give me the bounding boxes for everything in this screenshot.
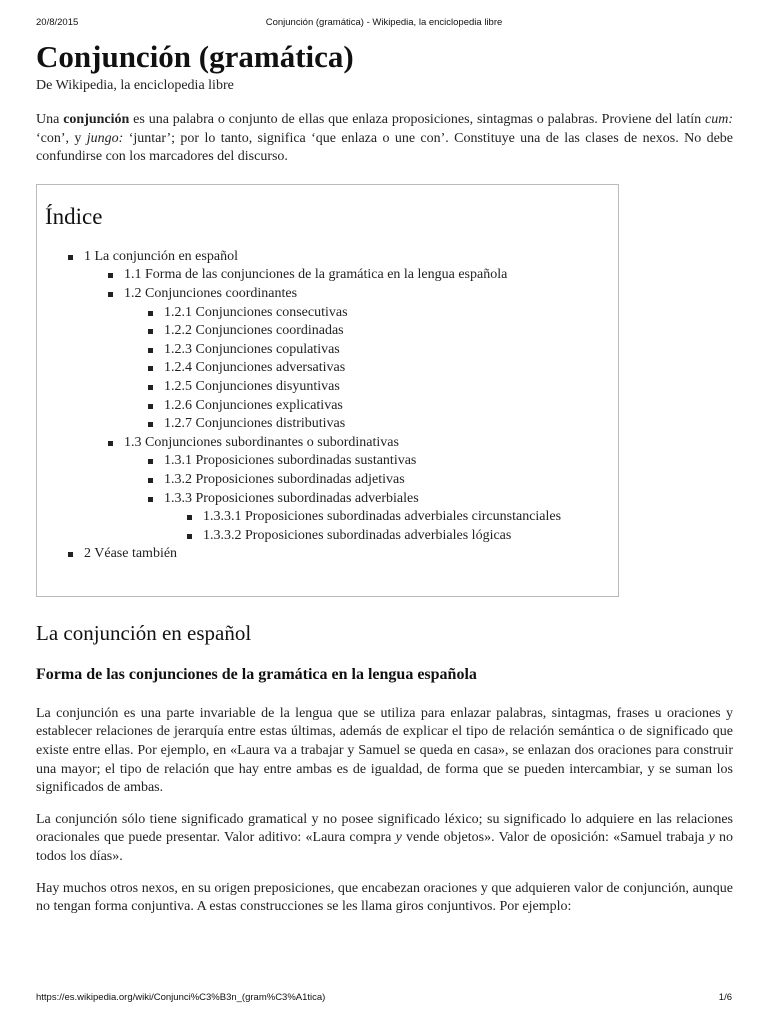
print-header: [36, 17, 732, 31]
toc-item[interactable]: 1.3 Conjunciones subordinantes o subordinativas: [45, 434, 610, 453]
paragraph-2-text-2: vende objetos». Valor de oposición: «Samuel trabaja: [401, 830, 709, 846]
toc-item[interactable]: 1.3.3 Proposiciones subordinadas adverbiales: [45, 490, 610, 509]
toc-title: Índice: [45, 203, 103, 229]
paragraph-2-italic-2: y: [708, 830, 715, 846]
print-date: 20/8/2015: [36, 17, 79, 28]
toc-item[interactable]: 2 Véase también: [45, 545, 610, 564]
section-heading: La conjunción en español: [36, 620, 252, 645]
page-title: Conjunción (gramática): [36, 39, 354, 74]
intro-paragraph: [36, 111, 733, 167]
article-content: [36, 38, 733, 917]
paragraph-2-italic-1: y: [395, 830, 402, 846]
body-paragraph-1: La conjunción es una parte invariable de la lengua que se utiliza para enlazar palabras, sintagmas, frases u oraciones y establecer relaciones de jerarquía entre estas últimas, además de explicar el tipo de relación semántica o de significado que existe entre ellas. Por ejemplo, en «Laura va a trabajar y Samuel se queda en casa», se enlazan dos oraciones para construir una mayor; el tipo de relación que hay entre ambas es de igualdad, de forma que se pueden intercambiar, y se suman los significados de ambas.: [36, 705, 733, 796]
toc-item[interactable]: 1.2.1 Conjunciones consecutivas: [45, 304, 610, 323]
site-subtitle: De Wikipedia, la enciclopedia libre: [36, 78, 234, 93]
intro-text-2: es una palabra o conjunto de ellas que enlaza proposiciones, sintagmas o palabras. Proviene del latín: [129, 112, 705, 127]
print-footer: [36, 992, 732, 1006]
intro-latin-cum: cum:: [705, 112, 733, 127]
toc-item[interactable]: 1.3.3.2 Proposiciones subordinadas adverbiales lógicas: [45, 527, 610, 546]
print-title: Conjunción (gramática) - Wikipedia, la enciclopedia libre: [265, 17, 503, 28]
toc-item[interactable]: 1.2.6 Conjunciones explicativas: [45, 397, 610, 416]
toc-item[interactable]: 1.2.3 Conjunciones copulativas: [45, 341, 610, 360]
toc-item[interactable]: 1.2.5 Conjunciones disyuntivas: [45, 378, 610, 397]
toc-item[interactable]: 1.2 Conjunciones coordinantes: [45, 285, 610, 304]
intro-text-3: ‘con’, y: [36, 130, 87, 146]
body-paragraph-2: [36, 811, 733, 867]
toc-item[interactable]: 1.2.4 Conjunciones adversativas: [45, 359, 610, 378]
intro-text-1: Una: [36, 112, 64, 127]
toc-item[interactable]: 1.3.2 Proposiciones subordinadas adjetivas: [45, 471, 610, 490]
toc-item[interactable]: 1.1 Forma de las conjunciones de la gramática en la lengua española: [45, 266, 610, 285]
intro-latin-jungo: jungo:: [86, 130, 124, 146]
body-paragraph-3: Hay muchos otros nexos, en su origen preposiciones, que encabezan oraciones y que adquieren valor de conjunción, aunque no tengan forma conjuntiva. A estas construcciones se les llama giros conjuntivos. Por ejemplo:: [36, 880, 733, 915]
toc-item[interactable]: 1 La conjunción en español: [45, 248, 610, 267]
intro-text-4: ‘juntar’; por lo tanto, significa ‘que enlaza o une con’. Constituye una de las clases de nexos. No debe confundirse con los marcadores del discurso.: [36, 130, 733, 165]
toc-list: [45, 248, 610, 564]
toc-item[interactable]: 1.3.1 Proposiciones subordinadas sustantivas: [45, 452, 610, 471]
toc-item[interactable]: 1.2.7 Conjunciones distributivas: [45, 415, 610, 434]
intro-bold-term: conjunción: [63, 112, 130, 127]
table-of-contents: [36, 184, 619, 597]
print-url: https://es.wikipedia.org/wiki/Conjunci%C3%B3n_(gram%C3%A1tica): [36, 992, 326, 1003]
subsection-heading: Forma de las conjunciones de la gramática en la lengua española: [36, 665, 477, 683]
paragraph-2-text-1: La conjunción sólo tiene significado gramatical y no posee significado léxico; su significado lo adquiere en las relaciones oracionales que puede presentar. Valor aditivo: «Laura compra: [36, 811, 733, 846]
paragraph-2-text-3: no todos los días».: [36, 830, 734, 864]
toc-item[interactable]: 1.2.2 Conjunciones coordinadas: [45, 322, 610, 341]
print-page-number: 1/6: [718, 992, 732, 1003]
toc-item[interactable]: 1.3.3.1 Proposiciones subordinadas adverbiales circunstanciales: [45, 508, 610, 527]
